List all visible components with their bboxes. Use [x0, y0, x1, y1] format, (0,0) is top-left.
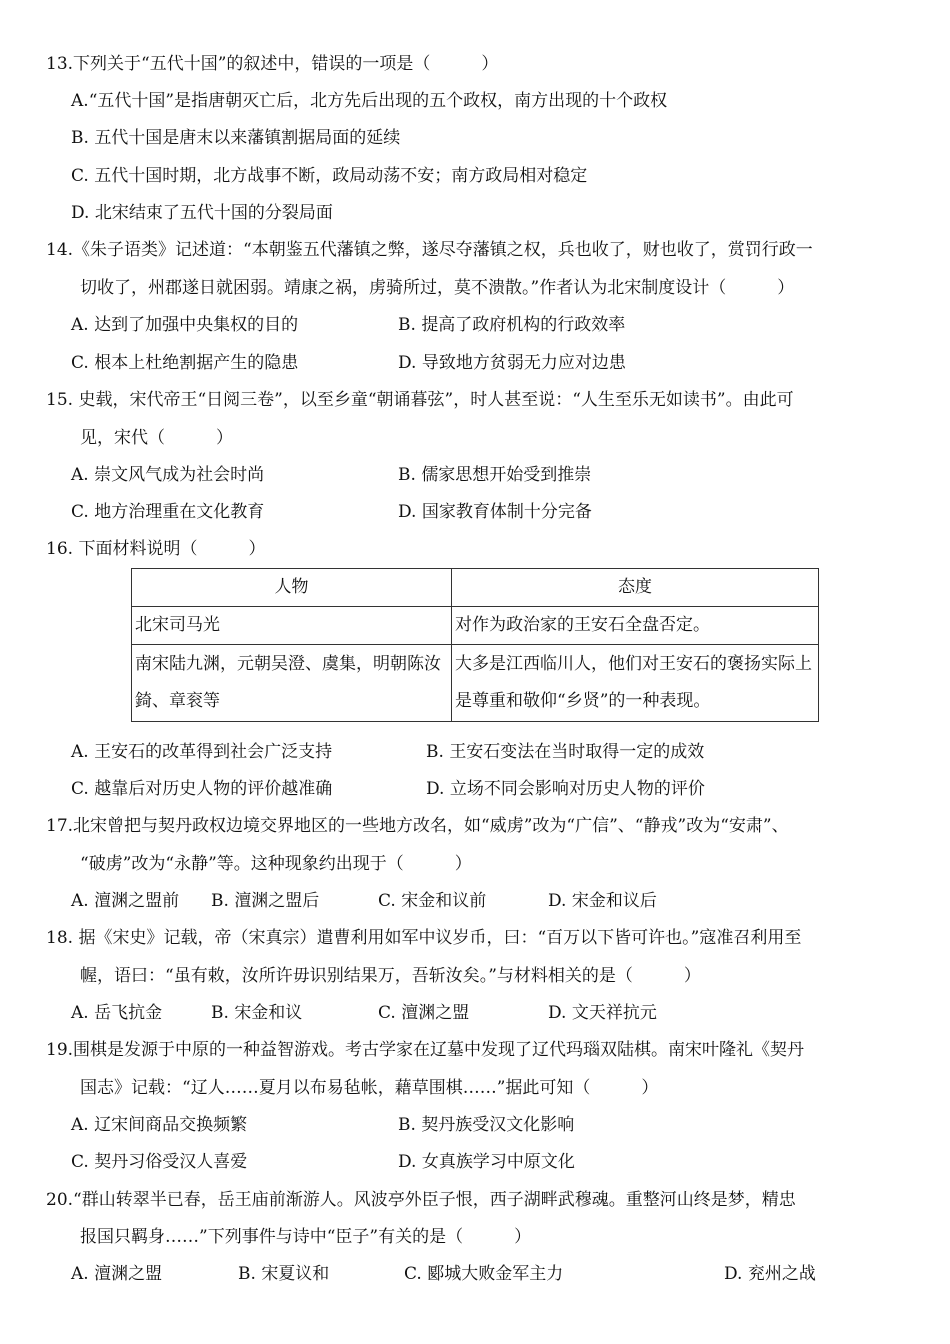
question-20-option-a[interactable]: A. 澶渊之盟 [71, 1264, 163, 1284]
question-number: 14. [46, 240, 74, 260]
question-number: 18. [46, 928, 74, 948]
question-15-option-a[interactable]: A. 崇文风气成为社会时尚 [71, 465, 265, 485]
stem-text: 《朱子语类》记述道：“本朝鉴五代藩镇之弊，遂尽夺藩镇之权，兵也收了，财也收了，赏罚行政一 [73, 240, 813, 260]
stem-text: 围棋是发源于中原的一种益智游戏。考古学家在辽墓中发现了辽代玛瑙双陆棋。南宋叶隆礼《契丹 [73, 1040, 805, 1060]
question-18-stem-cont: 幄，语曰：“虽有敕，汝所许毋识别结果万，吾斩汝矣。”与材料相关的是（ ） [80, 966, 701, 986]
question-15-option-d[interactable]: D. 国家教育体制十分完备 [398, 502, 592, 522]
stem-text: 史载，宋代帝王“日阅三卷”，以至乡童“朝诵暮弦”，时人甚至说：“人生至乐无如读书”。由此可 [78, 390, 794, 410]
question-17-option-b[interactable]: B. 澶渊之盟后 [211, 891, 320, 911]
question-18-option-c[interactable]: C. 澶渊之盟 [378, 1003, 470, 1023]
table-cell: 北宋司马光 [132, 607, 452, 645]
question-16-option-a[interactable]: A. 王安石的改革得到社会广泛支持 [71, 742, 333, 762]
question-19-option-b[interactable]: B. 契丹族受汉文化影响 [398, 1115, 575, 1135]
question-17-stem-cont: “破虏”改为“永静”等。这种现象约出现于（ ） [80, 854, 472, 874]
question-16-stem [46, 537, 265, 561]
question-20-option-b[interactable]: B. 宋夏议和 [238, 1264, 330, 1284]
table-row [132, 607, 819, 645]
question-15-stem-cont: 见，宋代（ ） [80, 428, 233, 448]
question-16-option-b[interactable]: B. 王安石变法在当时取得一定的成效 [426, 742, 705, 762]
table-header: 态度 [452, 569, 819, 607]
question-17-option-c[interactable]: C. 宋金和议前 [378, 891, 487, 911]
question-18-option-a[interactable]: A. 岳飞抗金 [71, 1003, 163, 1023]
stem-text: 北宋曾把与契丹政权边境交界地区的一些地方改名，如“威虏”改为“广信”、“静戎”改为“安肃”、 [73, 816, 789, 836]
question-18-stem [46, 926, 801, 950]
table-header: 人物 [132, 569, 452, 607]
question-16-option-d[interactable]: D. 立场不同会影响对历史人物的评价 [426, 779, 705, 799]
stem-text: 据《宋史》记载，帝（宋真宗）遣曹利用如军中议岁币，曰：“百万以下皆可许也。”寇准召利用至 [78, 928, 802, 948]
question-14-stem [46, 238, 813, 262]
question-number: 20. [46, 1190, 74, 1210]
question-13-option-a[interactable]: A.“五代十国”是指唐朝灭亡后，北方先后出现的五个政权，南方出现的十个政权 [71, 91, 668, 111]
stem-text: “群山转翠半已春，岳王庙前渐游人。风波亭外臣子恨，西子湖畔武穆魂。重整河山终是梦，精忠 [73, 1190, 796, 1210]
question-number: 15. [46, 390, 74, 410]
question-14-option-a[interactable]: A. 达到了加强中央集权的目的 [71, 315, 299, 335]
question-13-stem [46, 52, 498, 76]
table-header-row [132, 569, 819, 607]
question-15-stem [46, 388, 794, 412]
question-number: 17. [46, 816, 74, 836]
table-row [132, 645, 819, 722]
question-17-option-a[interactable]: A. 澶渊之盟前 [71, 891, 180, 911]
question-14-option-d[interactable]: D. 导致地方贫弱无力应对边患 [398, 353, 626, 373]
question-number: 16. [46, 539, 74, 559]
stem-text: 下列关于“五代十国”的叙述中，错误的一项是（ ） [73, 54, 499, 74]
question-20-option-d[interactable]: D. 兖州之战 [724, 1264, 816, 1284]
question-13-option-d[interactable]: D. 北宋结束了五代十国的分裂局面 [71, 203, 333, 223]
question-18-option-d[interactable]: D. 文天祥抗元 [548, 1003, 657, 1023]
question-19-stem [46, 1038, 804, 1062]
question-number: 13. [46, 54, 74, 74]
question-19-stem-cont: 国志》记载：“辽人……夏月以布易毡帐，藉草围棋……”据此可知（ ） [80, 1078, 659, 1098]
stem-text: 下面材料说明（ ） [78, 539, 266, 559]
material-table [131, 568, 819, 722]
question-15-option-c[interactable]: C. 地方治理重在文化教育 [71, 502, 265, 522]
question-14-option-c[interactable]: C. 根本上杜绝割据产生的隐患 [71, 353, 299, 373]
question-18-option-b[interactable]: B. 宋金和议 [211, 1003, 303, 1023]
question-14-stem-cont: 切收了，州郡遂日就困弱。靖康之祸，虏骑所过，莫不溃散。”作者认为北宋制度设计（ ） [80, 278, 795, 298]
question-17-stem [46, 814, 789, 838]
question-16-option-c[interactable]: C. 越靠后对历史人物的评价越准确 [71, 779, 333, 799]
question-19-option-a[interactable]: A. 辽宋间商品交换频繁 [71, 1115, 248, 1135]
question-14-option-b[interactable]: B. 提高了政府机构的行政效率 [398, 315, 626, 335]
question-20-stem-cont: 报国只羁身……”下列事件与诗中“臣子”有关的是（ ） [80, 1227, 532, 1247]
question-20-option-c[interactable]: C. 郾城大败金军主力 [404, 1264, 564, 1284]
question-20-stem [46, 1188, 796, 1212]
question-13-option-c[interactable]: C. 五代十国时期，北方战事不断，政局动荡不安；南方政局相对稳定 [71, 166, 588, 186]
question-13-option-b[interactable]: B. 五代十国是唐末以来藩镇割据局面的延续 [71, 128, 401, 148]
table-cell: 南宋陆九渊，元朝吴澄、虞集，明朝陈汝錡、章衮等 [132, 645, 452, 722]
question-17-option-d[interactable]: D. 宋金和议后 [548, 891, 657, 911]
table-cell: 大多是江西临川人，他们对王安石的褒扬实际上是尊重和敬仰“乡贤”的一种表现。 [452, 645, 819, 722]
question-19-option-d[interactable]: D. 女真族学习中原文化 [398, 1152, 575, 1172]
question-number: 19. [46, 1040, 74, 1060]
table-cell: 对作为政治家的王安石全盘否定。 [452, 607, 819, 645]
question-15-option-b[interactable]: B. 儒家思想开始受到推崇 [398, 465, 592, 485]
question-19-option-c[interactable]: C. 契丹习俗受汉人喜爱 [71, 1152, 248, 1172]
